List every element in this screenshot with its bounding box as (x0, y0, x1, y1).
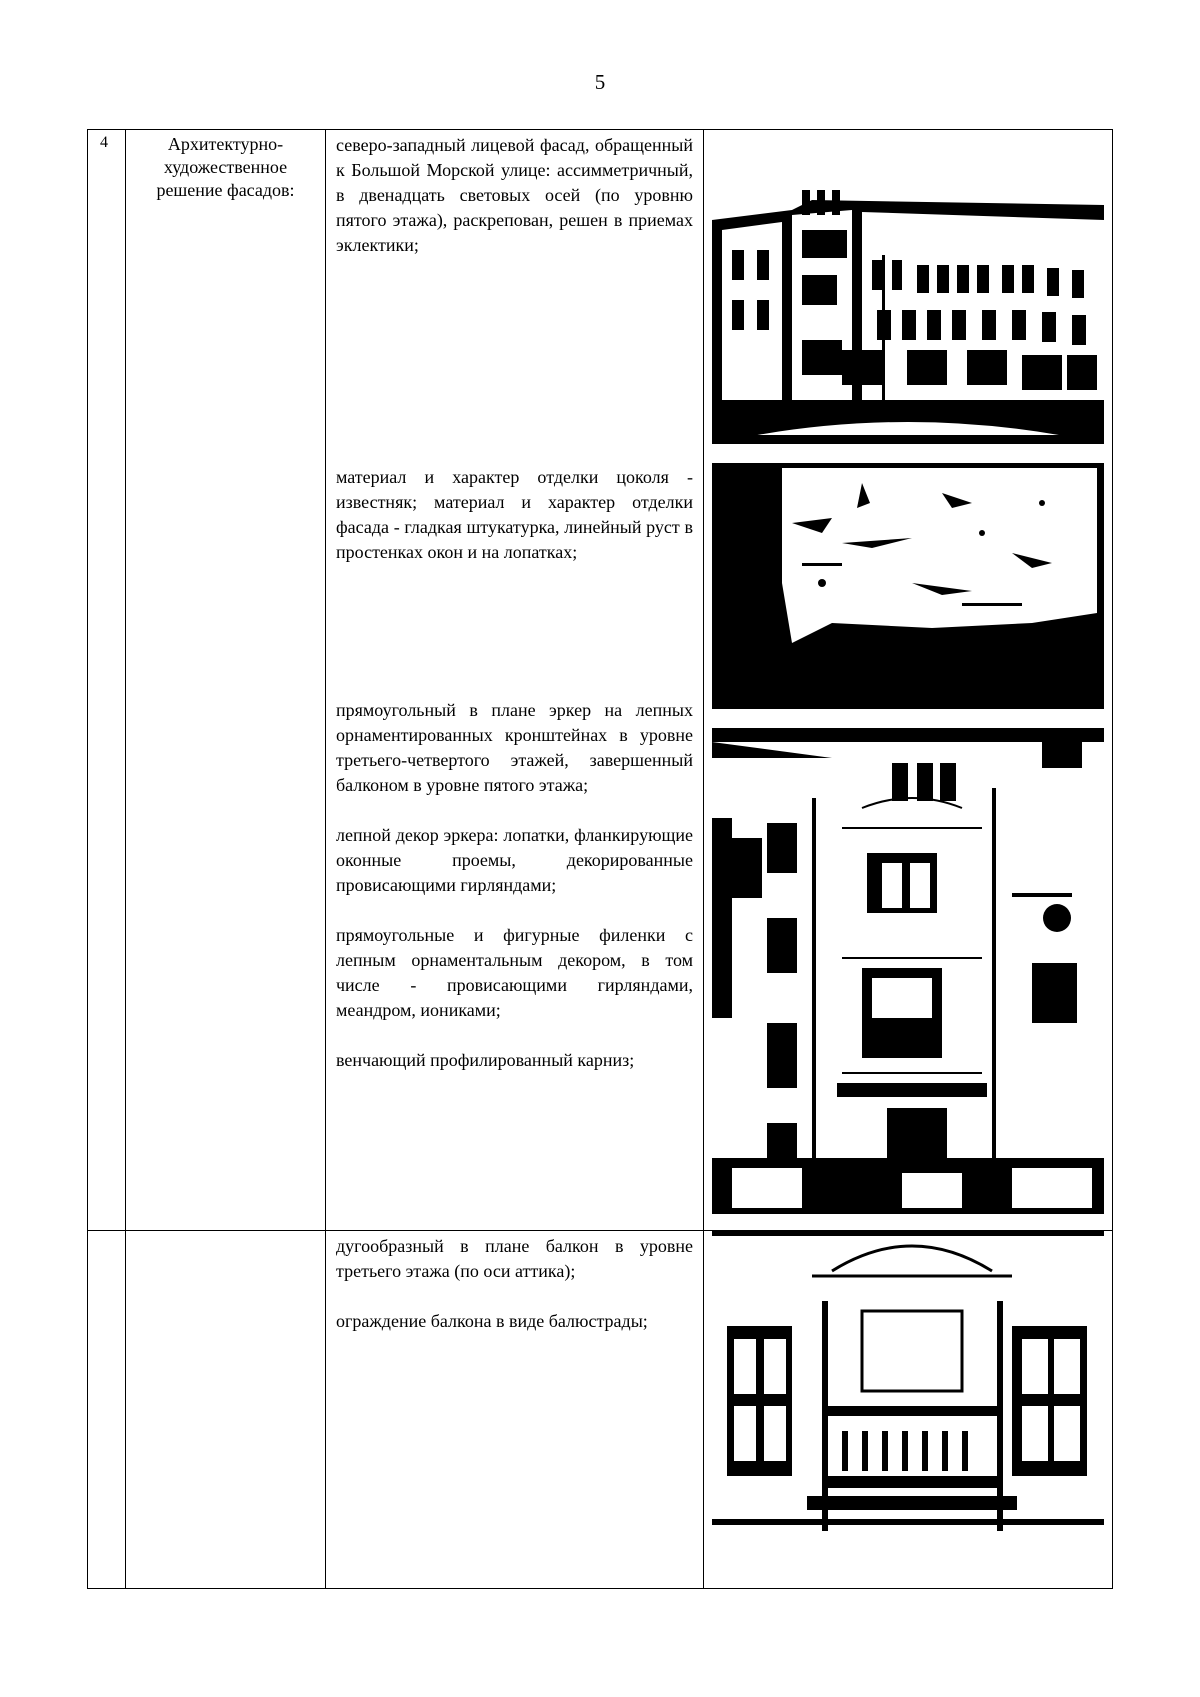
row-number (88, 1231, 125, 1235)
row-name-cell (126, 130, 326, 1231)
description-paragraph: прямоугольные и фигурные филенки с лепным орнаментальным декором, в том числе - провисающими гирляндами, меандром, иониками; (336, 925, 693, 1020)
row-number-cell (88, 130, 126, 1231)
facade-table (87, 129, 1113, 1589)
description-paragraph: лепной декор эркера: лопатки, фланкирующие оконные проемы, декорированные провисающими гирляндами; (336, 825, 693, 895)
description-block-finish (336, 465, 693, 565)
row-description-cell (326, 1231, 704, 1589)
description-paragraph: материал и характер отделки цоколя - известняк; материал и характер отделки фасада - гладкая штукатурка, линейный руст в простенках окон и на лопатках; (336, 467, 693, 562)
description-paragraph: ограждение балкона в виде балюстрады; (336, 1311, 648, 1331)
description-block-bay-window (336, 698, 693, 1073)
bay-window-photo (712, 728, 1104, 1214)
facade-photo (712, 160, 1104, 444)
description-block-balcony (336, 1234, 693, 1334)
row-description-cell (326, 130, 704, 1231)
table-row (88, 130, 1113, 1231)
description-paragraph: венчающий профилированный карниз; (336, 1050, 635, 1070)
row-name: Архитектурно-художественное решение фасадов: (156, 134, 295, 200)
row-photos-cell (704, 130, 1113, 1231)
page-number: 5 (594, 70, 606, 94)
description-block-main-facade (336, 133, 693, 258)
row-number: 4 (100, 134, 108, 151)
plinth-photo (712, 463, 1104, 709)
description-paragraph: северо-западный лицевой фасад, обращенный к Большой Морской улице: ассимметричный, в двенадцать световых осей (по уровню пятого этажа), раскрепован, решен в приемах эклектики; (336, 135, 693, 255)
balcony-photo (712, 1231, 1104, 1546)
table-row (88, 1231, 1113, 1589)
row-number-cell (88, 1231, 126, 1589)
description-paragraph: дугообразный в плане балкон в уровне третьего этажа (по оси аттика); (336, 1236, 693, 1281)
description-paragraph: прямоугольный в плане эркер на лепных орнаментированных кронштейнах в уровне третьего-четвертого этажей, завершенный балконом в уровне пятого этажа; (336, 700, 693, 795)
row-name-cell (126, 1231, 326, 1589)
row-name (126, 1231, 325, 1234)
row-photos-cell (704, 1231, 1113, 1589)
